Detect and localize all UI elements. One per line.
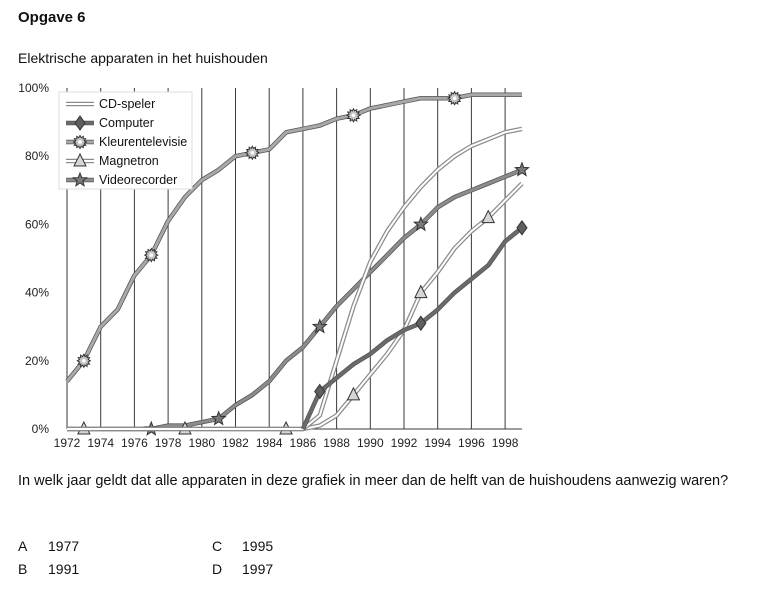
x-tick-label: 1988: [323, 436, 350, 450]
legend-label: Videorecorder: [99, 173, 178, 187]
series-videorecorder-line: [67, 170, 522, 429]
legend-label: Kleurentelevisie: [99, 135, 188, 149]
option-d-letter: D: [212, 561, 223, 577]
x-tick-label: 1974: [87, 436, 115, 450]
series-kleurentelevisie-marker-hub: [251, 151, 255, 155]
option-c[interactable]: [212, 538, 273, 554]
chart-title: Elektrische apparaten in het huishouden: [18, 50, 268, 66]
x-tick-label: 1972: [53, 436, 81, 450]
y-tick-label: 60%: [24, 217, 49, 232]
y-tick-label: 40%: [24, 285, 49, 300]
series-kleurentelevisie-marker-hub: [453, 96, 457, 100]
option-a-value: 1977: [48, 538, 80, 554]
x-tick-label: 1994: [424, 436, 452, 450]
series-kleurentelevisie-marker: [246, 146, 259, 159]
x-tick-label: 1976: [121, 436, 148, 450]
x-tick-label: 1980: [188, 436, 216, 450]
legend-label: Computer: [99, 116, 154, 130]
option-b[interactable]: [18, 561, 79, 577]
x-tick-label: 1986: [289, 436, 317, 450]
y-tick-label: 80%: [24, 149, 49, 164]
series-kleurentelevisie-marker-hub: [352, 113, 356, 117]
y-tick-label: 100%: [18, 81, 49, 95]
series-magnetron-outline: [67, 184, 522, 430]
option-d-value: 1997: [242, 561, 274, 577]
x-tick-label: 1982: [222, 436, 249, 450]
series-kleurentelevisie-marker-hub: [82, 359, 86, 363]
x-tick-label: 1998: [491, 436, 519, 450]
question-text: In welk jaar geldt dat alle apparaten in deze grafiek in meer dan de helft van de huishoudens aanwezig waren?: [18, 473, 729, 489]
option-b-value: 1991: [48, 561, 80, 577]
option-a[interactable]: [18, 538, 79, 554]
option-c-value: 1995: [242, 538, 274, 554]
y-tick-label: 0%: [31, 422, 49, 436]
series-kleurentelevisie-marker-hub: [149, 253, 153, 257]
option-d[interactable]: [212, 561, 273, 577]
x-tick-label: 1978: [154, 436, 182, 450]
option-a-letter: A: [18, 538, 28, 554]
option-c-letter: C: [212, 538, 223, 554]
x-tick-label: 1996: [458, 436, 485, 450]
legend-label: CD-speler: [99, 97, 156, 111]
series-kleurentelevisie-marker: [448, 92, 461, 105]
exercise-heading: Opgave 6: [18, 9, 86, 26]
series-computer-outline: [303, 228, 522, 429]
y-tick-label: 20%: [24, 353, 49, 368]
legend-marker-hub: [78, 140, 82, 144]
series-videorecorder-outline: [67, 170, 522, 429]
option-b-letter: B: [18, 561, 28, 577]
x-tick-label: 1990: [356, 436, 384, 450]
legend-label: Magnetron: [99, 154, 159, 168]
x-tick-label: 1984: [255, 436, 283, 450]
series-kleurentelevisie-marker: [347, 109, 360, 122]
x-tick-label: 1992: [390, 436, 418, 450]
series-magnetron-line: [67, 184, 522, 430]
